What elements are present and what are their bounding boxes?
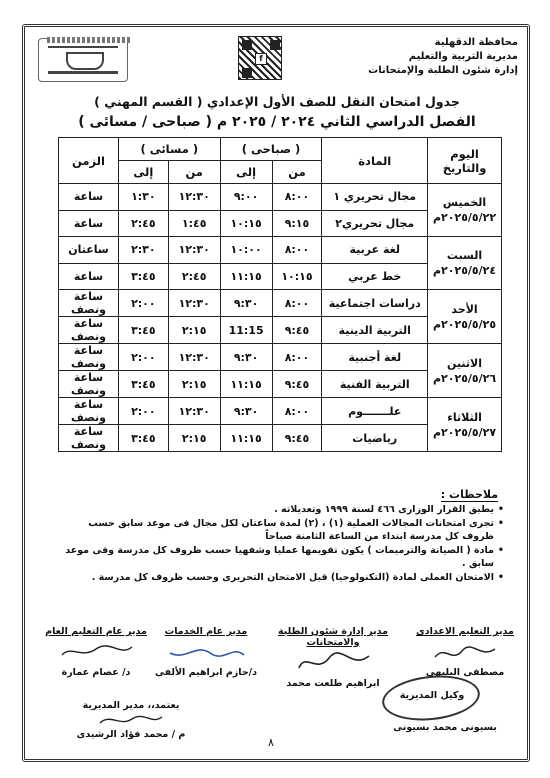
department-name: إدارة شئون الطلبة والإمتحانات bbox=[368, 65, 518, 76]
duration-cell: ساعة ونصف bbox=[59, 317, 119, 344]
time-cell: ٢:٣٠ bbox=[118, 237, 168, 264]
time-cell: ٩:٤٥ bbox=[272, 317, 322, 344]
time-cell: ٢:١٥ bbox=[168, 425, 220, 452]
day-cell: الاثنين ٢٠٢٥/٥/٢٦م bbox=[428, 344, 502, 398]
time-cell: ٢:٤٥ bbox=[118, 210, 168, 237]
time-cell: ٢:١٥ bbox=[168, 371, 220, 398]
deputy-title: وكيل المديرية bbox=[399, 690, 465, 701]
time-cell: ١٠:١٥ bbox=[272, 263, 322, 290]
approval-block: يعتمد،، مدير المديرية م / محمد فؤاد الرشيدى bbox=[76, 700, 186, 740]
note-item: • الامتحان العملى لمادة (التكنولوجيا) قبل الامتحان التحريرى وحسب ظروف كل مدرسة . bbox=[64, 571, 504, 585]
time-cell: ٩:٣٠ bbox=[220, 344, 272, 371]
time-cell: ١:٣٠ bbox=[118, 184, 168, 211]
document-header bbox=[30, 32, 524, 84]
time-cell: ١:٤٥ bbox=[168, 210, 220, 237]
duration-cell: ساعتان bbox=[59, 237, 119, 264]
time-cell: ٨:٠٠ bbox=[272, 237, 322, 264]
book-icon bbox=[48, 46, 118, 74]
time-cell: ٩:٣٠ bbox=[220, 398, 272, 425]
subject-cell: لغة عربية bbox=[322, 237, 428, 264]
time-cell: ٩:٣٠ bbox=[220, 290, 272, 317]
directorate-logo bbox=[38, 38, 128, 82]
duration-cell: ساعة ونصف bbox=[59, 344, 119, 371]
handwritten-signature-icon bbox=[430, 641, 500, 665]
issuer-block bbox=[348, 36, 518, 78]
subject-cell: التربية الفنية bbox=[322, 371, 428, 398]
time-cell: ١٢:٣٠ bbox=[168, 398, 220, 425]
time-cell: ٢:٠٠ bbox=[118, 344, 168, 371]
time-cell: ٨:٠٠ bbox=[272, 398, 322, 425]
time-cell: ٨:٠٠ bbox=[272, 290, 322, 317]
governorate-name: محافظة الدقهلية bbox=[434, 37, 518, 48]
day-cell: الثلاثاء ٢٠٢٥/٥/٢٧م bbox=[428, 398, 502, 452]
time-cell: ١١:١٥ bbox=[220, 263, 272, 290]
notes-heading: ملاحظات : bbox=[440, 488, 498, 501]
subject-cell: رياضيات bbox=[322, 425, 428, 452]
subject-cell: علـــــــوم bbox=[322, 398, 428, 425]
signature-services-director: مدير عام الخدمات د/حازم ابراهيم الألفى bbox=[154, 626, 258, 678]
time-cell: ١٢:٣٠ bbox=[168, 344, 220, 371]
duration-cell: ساعة ونصف bbox=[59, 371, 119, 398]
time-cell: ٢:١٥ bbox=[168, 317, 220, 344]
qr-code-icon bbox=[238, 36, 282, 80]
subject-cell: مجال تحريري ١ bbox=[322, 184, 428, 211]
duration-cell: ساعة ونصف bbox=[59, 290, 119, 317]
subject-cell: مجال تحريري٢ bbox=[322, 210, 428, 237]
time-cell: ٢:٠٠ bbox=[118, 290, 168, 317]
document-title: جدول امتحان النقل للصف الأول الإعدادي ( القسم المهني ) bbox=[94, 94, 460, 109]
time-cell: ١٢:٣٠ bbox=[168, 184, 220, 211]
subject-cell: دراسات اجتماعية bbox=[322, 290, 428, 317]
time-cell: 11:15 bbox=[220, 317, 272, 344]
col-morning-from: من bbox=[272, 161, 322, 184]
table-row bbox=[59, 237, 502, 264]
time-cell: ٨:٠٠ bbox=[272, 344, 322, 371]
time-cell: ٣:٤٥ bbox=[118, 425, 168, 452]
handwritten-signature-icon bbox=[96, 711, 166, 729]
subject-cell: لغة أجنبية bbox=[322, 344, 428, 371]
duration-cell: ساعة bbox=[59, 184, 119, 211]
col-evening: ( مسائى ) bbox=[118, 138, 220, 161]
page-number: ٨ bbox=[268, 736, 274, 749]
col-evening-from: من bbox=[168, 161, 220, 184]
duration-cell: ساعة ونصف bbox=[59, 425, 119, 452]
handwritten-signature-icon bbox=[293, 650, 373, 676]
time-cell: ١١:١٥ bbox=[220, 371, 272, 398]
time-cell: ١١:١٥ bbox=[220, 425, 272, 452]
handwritten-signature-icon bbox=[166, 639, 246, 665]
notes-list bbox=[64, 503, 504, 584]
note-item: • يطبق القرار الوزارى ٤٦٦ لسنة ١٩٩٩ وتعديلاته . bbox=[64, 503, 504, 517]
col-morning-to: إلى bbox=[220, 161, 272, 184]
time-cell: ٩:٤٥ bbox=[272, 425, 322, 452]
time-cell: ١٢:٣٠ bbox=[168, 290, 220, 317]
time-cell: ٩:١٥ bbox=[272, 210, 322, 237]
duration-cell: ساعة ونصف bbox=[59, 398, 119, 425]
signature-student-affairs: مدير إدارة شئون الطلبة والامتحانات ابراهيم طلعت محمد bbox=[277, 626, 389, 689]
time-cell: ٢:٠٠ bbox=[118, 398, 168, 425]
time-cell: ١٠:٠٠ bbox=[220, 237, 272, 264]
time-cell: ٩:٤٥ bbox=[272, 371, 322, 398]
semester-title: الفصل الدراسي الثاني ٢٠٢٤ / ٢٠٢٥ م ( صباحى / مسائى ) bbox=[78, 114, 476, 130]
time-cell: ٣:٤٥ bbox=[118, 263, 168, 290]
note-item: • تجرى امتحانات المجالات العملية (١) ، (٢) لمدة ساعتان لكل مجال فى موعد سابق حسب ظروف كل مدرسة ابتداء من الساعة الثامنة صباحاً bbox=[64, 517, 504, 544]
time-cell: ٢:٤٥ bbox=[168, 263, 220, 290]
duration-cell: ساعة bbox=[59, 263, 119, 290]
exam-schedule-table bbox=[58, 137, 502, 452]
table-row bbox=[59, 398, 502, 425]
table-row bbox=[59, 290, 502, 317]
time-cell: ٨:٠٠ bbox=[272, 184, 322, 211]
day-cell: السبت ٢٠٢٥/٥/٢٤م bbox=[428, 237, 502, 290]
table-row bbox=[59, 344, 502, 371]
col-duration: الزمن bbox=[59, 138, 119, 184]
time-cell: ٣:٤٥ bbox=[118, 371, 168, 398]
directorate-name: مديرية التربية والتعليم bbox=[408, 51, 518, 62]
col-subject: المادة bbox=[322, 138, 428, 184]
handwritten-signature-icon bbox=[56, 639, 136, 665]
duration-cell: ساعة bbox=[59, 210, 119, 237]
table-row bbox=[59, 184, 502, 211]
col-evening-to: إلى bbox=[118, 161, 168, 184]
subject-cell: خط عربي bbox=[322, 263, 428, 290]
subject-cell: التربية الدينية bbox=[322, 317, 428, 344]
time-cell: ١٢:٣٠ bbox=[168, 237, 220, 264]
logo-band bbox=[47, 37, 131, 43]
signature-prep-director: مدير التعليم الاعدادى مصطفى البليهى bbox=[416, 626, 514, 678]
time-cell: ١٠:١٥ bbox=[220, 210, 272, 237]
note-item: • مادة ( الصيانة والترميمات ) يكون تقويمها عمليا وشفهيا حسب ظروف كل مدرسة وفى موعد سابق . bbox=[64, 544, 504, 571]
time-cell: ٩:٠٠ bbox=[220, 184, 272, 211]
col-day: اليوم والتاريخ bbox=[428, 138, 502, 184]
deputy-name: بسيونى محمد بسيونى bbox=[393, 722, 497, 733]
day-cell: الأحد ٢٠٢٥/٥/٢٥م bbox=[428, 290, 502, 344]
day-cell: الخميس ٢٠٢٥/٥/٢٢م bbox=[428, 184, 502, 237]
col-morning: ( صباحى ) bbox=[220, 138, 322, 161]
time-cell: ٣:٤٥ bbox=[118, 317, 168, 344]
signature-general-education: مدير عام التعليم العام د/ عصام عمارة bbox=[45, 626, 147, 678]
qr-badge: f bbox=[255, 53, 267, 65]
